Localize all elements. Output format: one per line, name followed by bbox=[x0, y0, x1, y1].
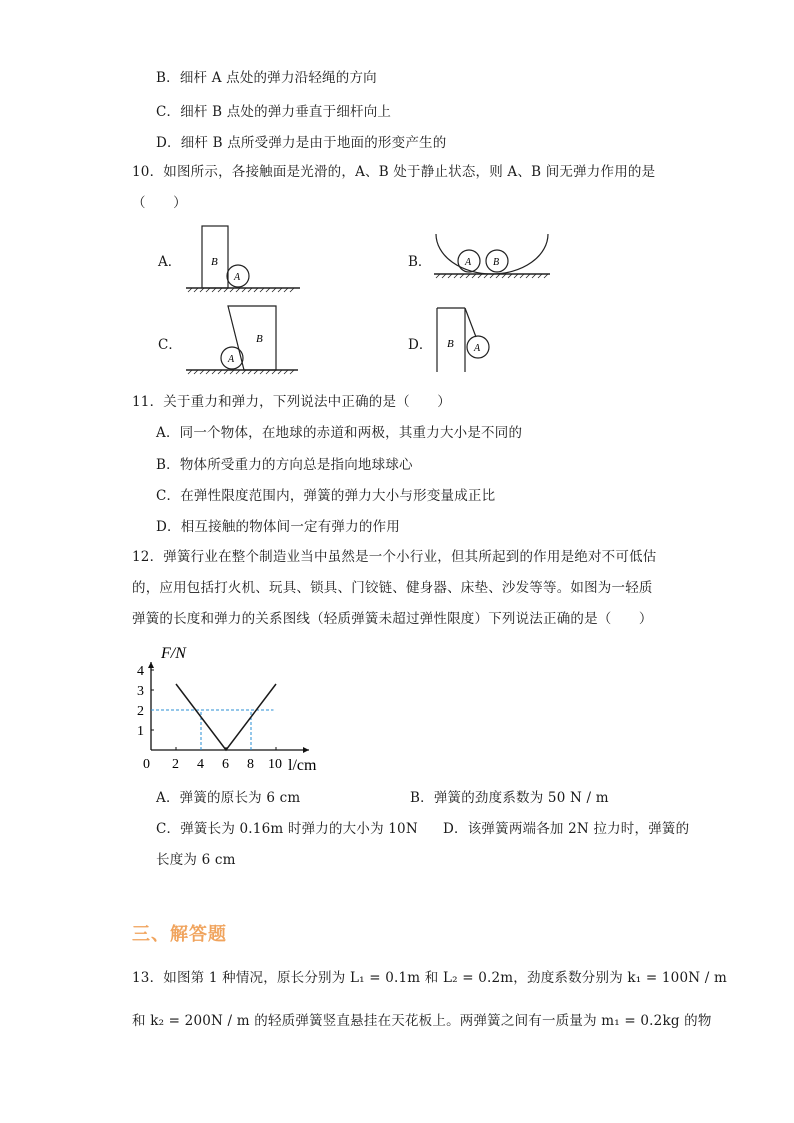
q9-option-c: C．细杆 B 点处的弹力垂直于细杆向上 bbox=[156, 104, 392, 120]
q12-option-d-2: 长度为 6 cm bbox=[156, 852, 236, 868]
label-b: B bbox=[493, 257, 500, 268]
q10-figure-d bbox=[430, 302, 510, 378]
section-title: 三、解答题 bbox=[132, 924, 227, 945]
q11-option-d: D．相互接触的物体间一定有弹力的作用 bbox=[156, 519, 400, 535]
label-b: B bbox=[256, 333, 263, 345]
x-tick-label: 8 bbox=[247, 757, 254, 772]
q10-paren: （ ） bbox=[132, 195, 187, 211]
chart-guides bbox=[151, 710, 274, 750]
spring-force-chart bbox=[135, 640, 335, 774]
chart-series bbox=[176, 684, 276, 750]
q9-option-b: B．细杆 A 点处的弹力沿轻绳的方向 bbox=[156, 70, 377, 86]
chart-axes bbox=[148, 662, 309, 753]
q12-option-d-1: D．该弹簧两端各加 2N 拉力时，弹簧的 bbox=[443, 821, 690, 837]
q13-line-2: 和 k₂ = 200N / m 的轻质弹簧竖直悬挂在天花板上。两弹簧之间有一质量为 m₁ = 0.2kg 的物 bbox=[132, 1013, 712, 1029]
q12-stem-1: 12．弹簧行业在整个制造业当中虽然是一个小行业，但其所起到的作用是绝对不可低估 bbox=[132, 549, 657, 565]
q12-stem-3: 弹簧的长度和弹力的关系图线（轻质弹簧未超过弹性限度）下列说法正确的是（ ） bbox=[132, 611, 653, 627]
label-a: A bbox=[474, 343, 481, 354]
q13-line-1: 13．如图第 1 种情况，原长分别为 L₁ = 0.1m 和 L₂ = 0.2m，劲度系数分别为 k₁ = 100N / m bbox=[132, 970, 727, 986]
x-tick-label: 6 bbox=[222, 757, 229, 772]
q12-option-b: B．弹簧的劲度系数为 50 N / m bbox=[410, 790, 609, 806]
q11-option-c: C．在弹性限度范围内，弹簧的弹力大小与形变量成正比 bbox=[156, 488, 496, 504]
q12-option-c: C．弹簧长为 0.16m 时弹力的大小为 10N bbox=[156, 821, 418, 837]
q10-figure-b bbox=[430, 228, 554, 286]
label-b: B bbox=[211, 256, 218, 268]
q10-label-d: D． bbox=[408, 337, 433, 353]
q10-label-b: B． bbox=[408, 254, 432, 270]
label-a: A bbox=[465, 257, 472, 268]
q12-stem-2: 的，应用包括打火机、玩具、锁具、门铰链、健身器、床垫、沙发等等。如图为一轻质 bbox=[132, 580, 653, 596]
y-tick-label: 1 bbox=[137, 724, 144, 739]
q11-option-b: B．物体所受重力的方向总是指向地球球心 bbox=[156, 457, 413, 473]
x-tick-label: 2 bbox=[172, 757, 179, 772]
q12-option-a: A．弹簧的原长为 6 cm bbox=[156, 790, 301, 806]
q10-label-c: C． bbox=[158, 337, 182, 353]
bowl bbox=[436, 234, 548, 274]
label-a: A bbox=[234, 272, 241, 283]
label-b: B bbox=[447, 338, 454, 350]
y-tick-label: 2 bbox=[137, 704, 144, 719]
q10-figure-a bbox=[180, 220, 320, 298]
x-tick-label: 0 bbox=[143, 757, 150, 772]
q11-stem: 11．关于重力和弹力，下列说法中正确的是（ ） bbox=[132, 394, 451, 410]
q9-option-d: D．细杆 B 点所受弹力是由于地面的形变产生的 bbox=[156, 135, 447, 151]
x-axis-arrow bbox=[303, 747, 309, 753]
q10-label-a: A． bbox=[158, 254, 182, 270]
x-axis-label: l/cm bbox=[288, 757, 317, 774]
x-tick-label: 4 bbox=[197, 757, 204, 772]
y-tick-label: 3 bbox=[137, 684, 144, 699]
y-axis-label: F/N bbox=[161, 645, 186, 662]
q10-stem: 10．如图所示，各接触面是光滑的，A、B 处于静止状态，则 A、B 间无弹力作用的是 bbox=[132, 164, 656, 180]
chart-ticks bbox=[137, 664, 282, 772]
q10-figure-c bbox=[180, 302, 300, 380]
x-tick-label: 10 bbox=[268, 757, 282, 772]
y-axis-arrow bbox=[148, 662, 154, 668]
q11-option-a: A．同一个物体，在地球的赤道和两极，其重力大小是不同的 bbox=[156, 425, 523, 441]
y-tick-label: 4 bbox=[137, 664, 144, 679]
series-line bbox=[176, 684, 276, 750]
string bbox=[465, 308, 476, 337]
block-b bbox=[228, 306, 276, 370]
label-a: A bbox=[228, 354, 235, 365]
